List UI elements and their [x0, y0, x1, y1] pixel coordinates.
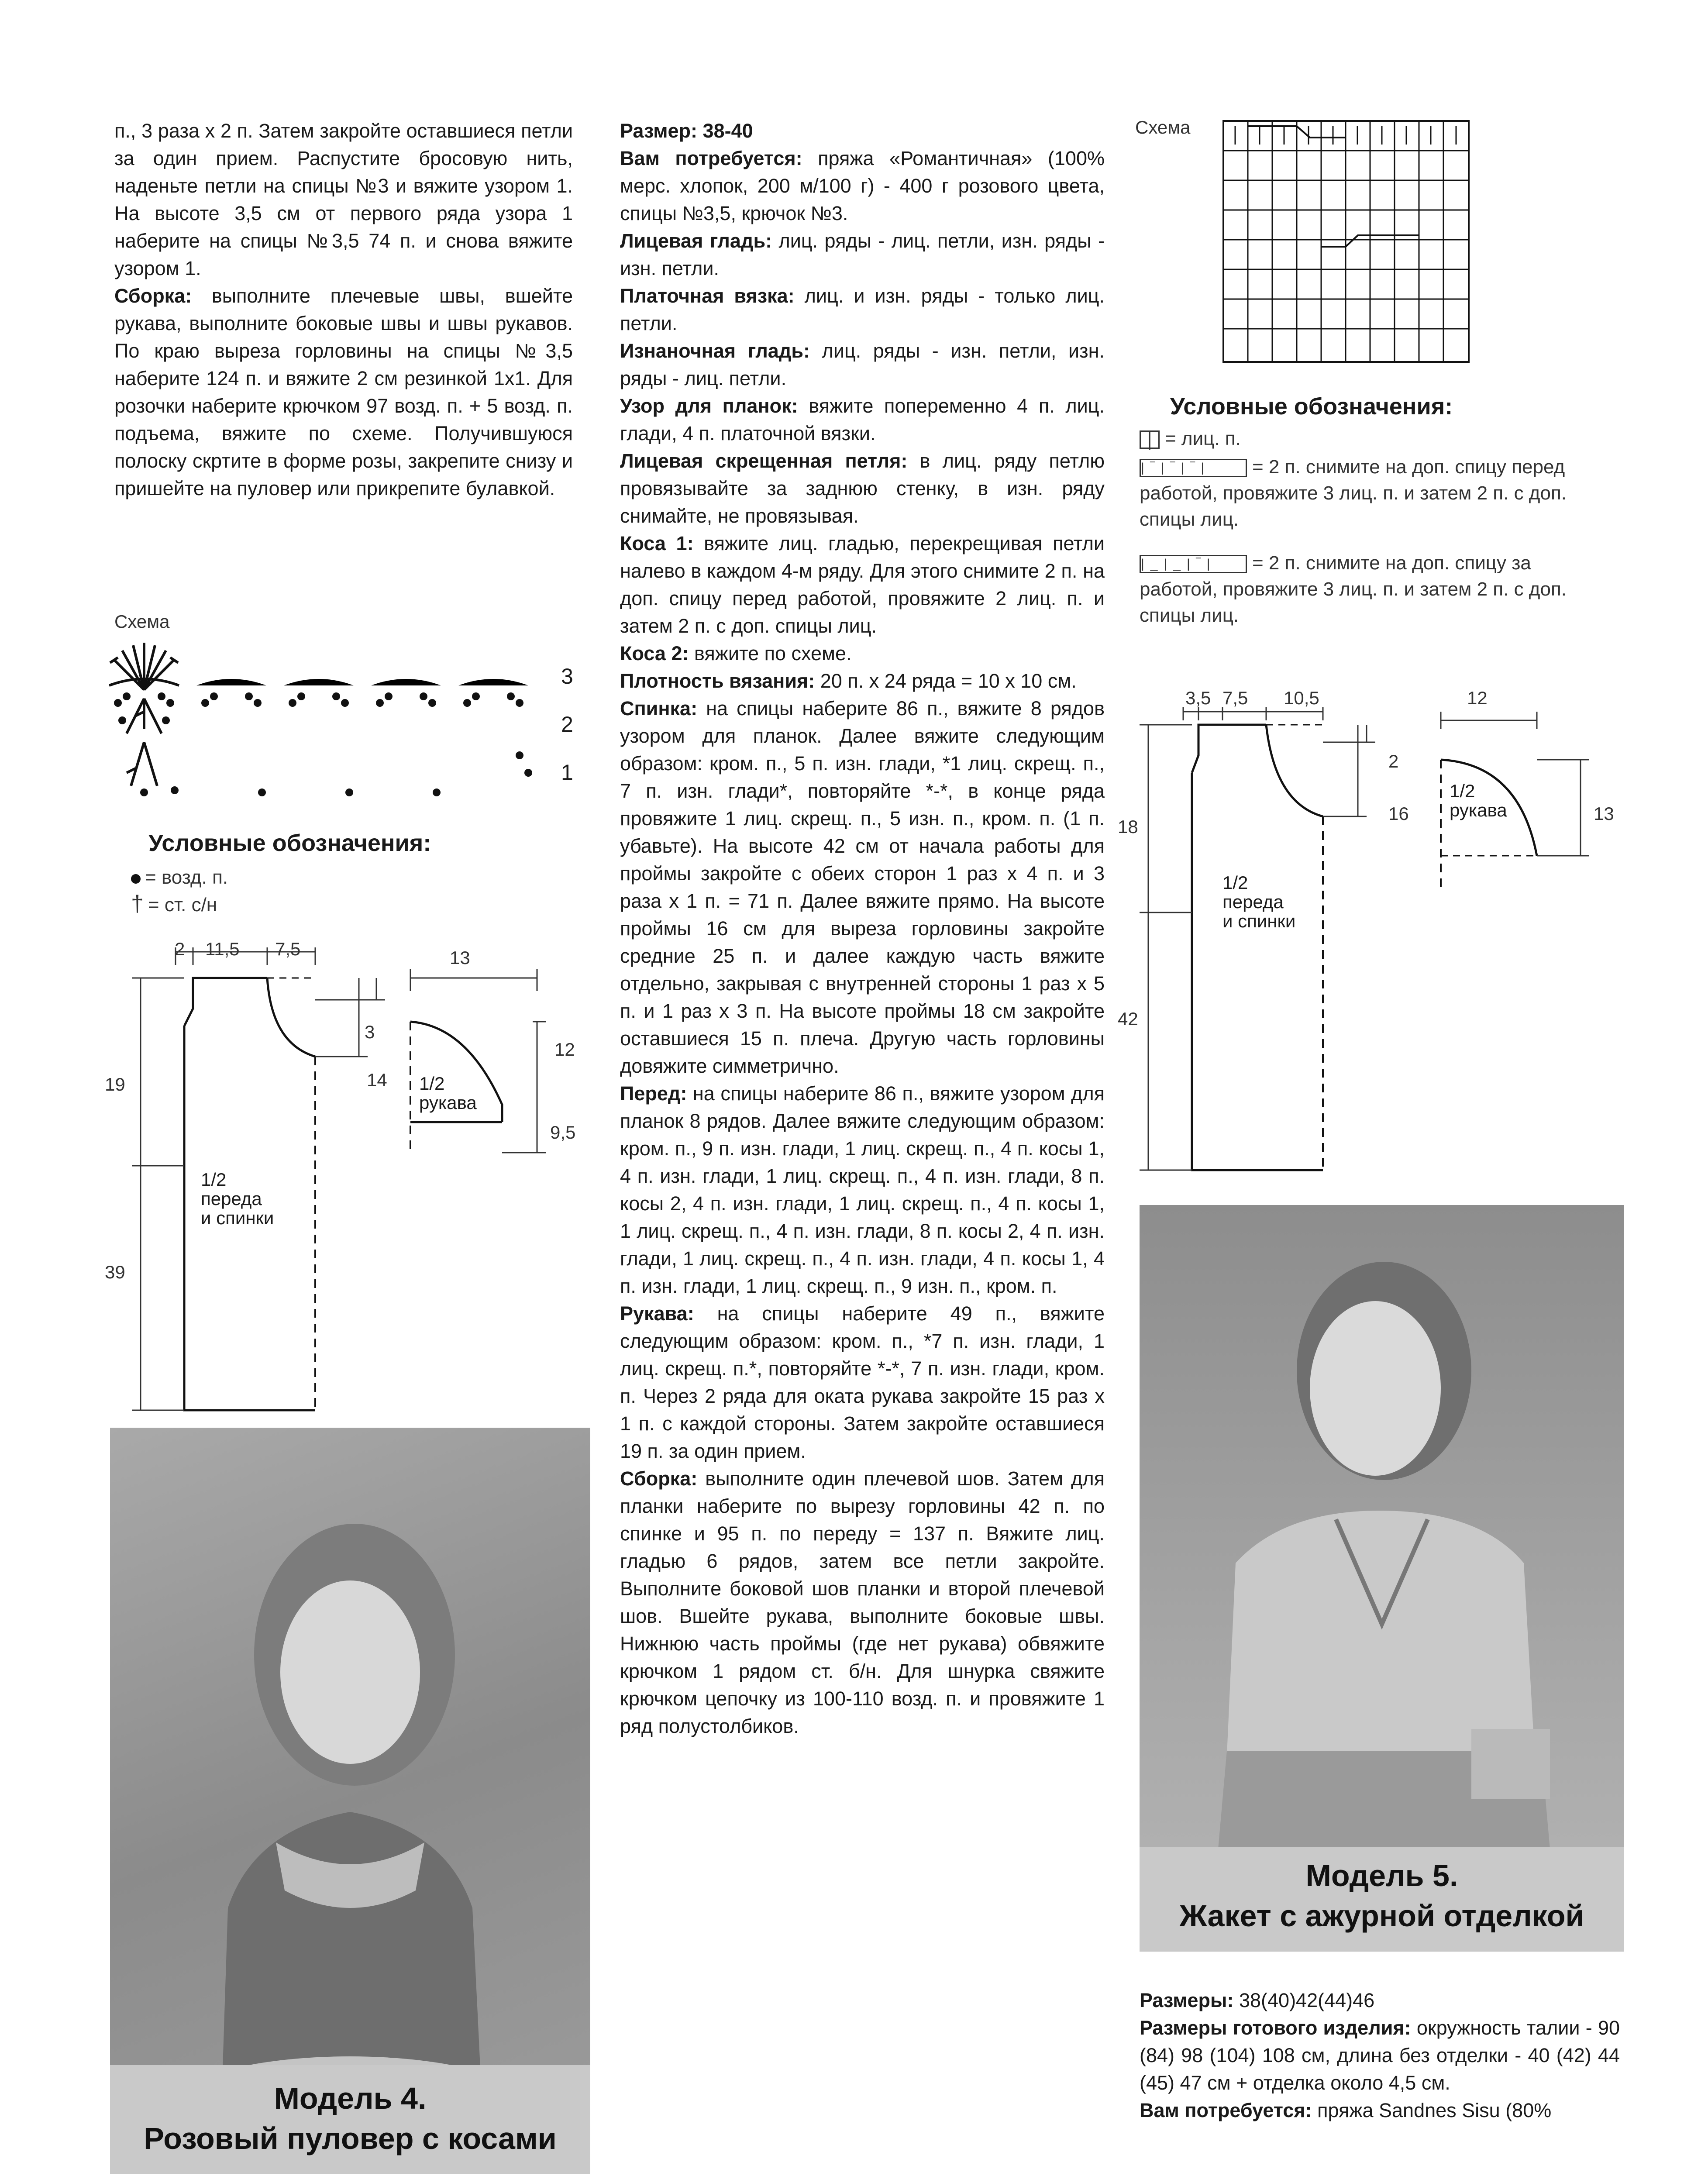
caption-model4 — [110, 2065, 590, 2174]
dim-sleeve-cap-m5: 13 — [1594, 803, 1614, 824]
legend-double-crochet: † = ст. с/н — [131, 891, 217, 916]
dim-sleeve-top: 13 — [450, 947, 470, 968]
photo-placeholder-icon — [1140, 1205, 1624, 1947]
item-stockinette: Лицевая гладь: лиц. ряды - лиц. петли, изн. ряды - изн. петли. — [620, 230, 1105, 279]
dim-lower-height: 39 — [105, 1262, 125, 1282]
dim-sleeve-bottom: 9,5 — [550, 1122, 576, 1143]
size-label: Размер: 38-40 — [620, 120, 753, 142]
item-gauge: Плотность вязания: 20 п. х 24 ряда = 10 х 10 см. — [620, 670, 1077, 692]
item-materials: Вам потребуется: пряжа Sandnes Sisu (80% — [1140, 2099, 1552, 2121]
column-left — [114, 117, 573, 502]
photo-model4 — [110, 1428, 590, 2174]
item-band-pattern: Узор для планок: вяжите попеременно 4 п. лиц. глади, 4 п. платочной вязки. — [620, 395, 1105, 444]
item-cable2: Коса 2: вяжите по схеме. — [620, 642, 852, 665]
item-yarn: Вам потребуется: пряжа «Романтичная» (100% мерс. хлопок, 200 м/100 г) - 400 г розового цвета, спицы №3,5, крючок №3. — [620, 147, 1105, 224]
dim-sleeve-cap: 12 — [554, 1039, 575, 1060]
dim-neck-depth-m5: 2 — [1388, 751, 1399, 771]
legend-title-crochet: Условные обозначения: — [148, 830, 431, 856]
caption-model4-number: Модель 4. — [274, 2081, 427, 2115]
pattern-label-model5: 1/2 переда и спинки — [1222, 872, 1296, 931]
row-number-1: 1 — [561, 760, 573, 785]
crochet-rose-chart — [109, 642, 589, 808]
item-back: Спинка: на спицы наберите 86 п., вяжите 8 рядов узором для планок. Далее вяжите следующим образом: кром. п., 5 п. изн. глади, *1 лиц. скрещ. п., 7 п. изн. глади*, повторяйте *-*, в конце ряда провяжите 1 лиц. скрещ. п., 5 изн. п., кром. п. (1 п. убавьте). На высоте 42 см от начала работы для проймы закройте с обеих сторон 1 раз х 4 п. и 3 раза х 1 п. = 71 п. Далее вяжите прямо. На высоте проймы 16 см для выреза горловины закройте средние 25 п. и далее каждую часть вяжите отдельно, закрывая с внутренней стороны 1 раз х 5 п. и 1 раз х 3 п. На высоте проймы 18 см закройте оставшиеся 15 п. плеча. Другую часть горловины довяжите симметрично. — [620, 697, 1105, 1077]
dim-shoulder-width: 11,5 — [205, 939, 240, 959]
dim-armhole-height-m5: 16 — [1388, 803, 1409, 824]
cable-back-icon: |_|_|‾| — [1140, 555, 1247, 573]
caption-model4-title: Розовый пуловер с косами — [144, 2121, 557, 2155]
photo-placeholder-icon — [110, 1428, 590, 2174]
pattern-label-model4: 1/2 переда и спинки — [201, 1169, 274, 1228]
sleeve-label-model5: 1/2 рукава — [1450, 781, 1507, 820]
item-front: Перед: на спицы наберите 86 п., вяжите узором для планок 8 рядов. Далее вяжите следующим образом: кром. п., 9 п. изн. глади, 1 лиц. скрещ. п., 4 п. косы 1, 4 п. изн. глади, 1 лиц. скрещ. п., 4 п. изн. глади, 8 п. косы 2, 4 п. изн. глади, 1 лиц. скрещ. п., 4 п. косы 1, 1 лиц. скрещ. п., 4 п. изн. глади, 8 п. косы 2, 4 п. изн. глади, 1 лиц. скрещ. п., 4 п. изн. глади, 4 п. косы 1, 4 п. изн. глади, 1 лиц. скрещ. п., 9 изн. п., кром. п. — [620, 1082, 1105, 1297]
dim-armhole-height: 14 — [367, 1070, 387, 1090]
legend-knit-stitch: | = лиц. п. — [1140, 426, 1620, 452]
legend-cable-back: |_|_|‾| = 2 п. снимите на доп. спицу за работой, провяжите 3 лиц. п. и затем 2 п. с доп. спицы лиц. — [1140, 552, 1567, 626]
item-sizes: Размеры: 38(40)42(44)46 — [1140, 1989, 1375, 2011]
row-number-2: 2 — [561, 712, 573, 737]
dim-lower-height-m5: 42 — [1118, 1009, 1138, 1029]
cable-front-icon: |‾|‾|‾| — [1140, 459, 1247, 477]
assembly-text: выполните плечевые швы, вшейте рукава, выполните боковые швы и швы рукавов. По краю выреза горловины на спицы №3,5 наберите 124 п. и вяжите 2 см резинкой 1х1. Для розочки наберите крючком 97 возд. п. + 5 возд. п. подъема, вяжите по схеме. Получившуюся полоску скртите в форме розы, закрепите снизу и пришейте на пуловер или прикрепите булавкой. — [114, 285, 573, 499]
dim-neck-width: 7,5 — [275, 939, 301, 959]
item-cable1: Коса 1: вяжите лиц. гладью, перекрещивая петли налево в каждом 4-м ряду. Для этого снимите 2 п. на доп. спицу перед работой, провяжите 2 лиц. п. и затем 2 п. с доп. спицы лиц. — [620, 532, 1105, 637]
knit-scheme-label: Схема — [1135, 117, 1191, 138]
pattern-body-model5 — [1122, 707, 1393, 1188]
assembly-label: Сборка: — [114, 285, 192, 307]
item-garter: Платочная вязка: лиц. и изн. ряды - только лиц. петли. — [620, 285, 1105, 334]
dim-shoulder-offset: 2 — [175, 939, 185, 959]
legend-cable-front: |‾|‾|‾| = 2 п. снимите на доп. спицу перед работой, провяжите 3 лиц. п. и затем 2 п. с доп. спицы лиц. — [1140, 456, 1567, 530]
item-finished-sizes: Размеры готового изделия: окружность талии - 90 (84) 98 (104) 108 см, длина без отделки - 40 (42) 44 (45) 47 см + отделка около 4,5 см. — [1140, 2017, 1620, 2094]
dim-shoulder-offset-m5: 3,5 — [1185, 688, 1211, 708]
item-sleeves: Рукава: на спицы наберите 49 п., вяжите следующим образом: кром. п., *7 п. изн. глади, 1 лиц. скрещ. п.*, повторяйте *-*, 7 п. изн. глади, кром. п. Через 2 ряда для оката рукава закройте 15 раз х 1 п. с каждой стороны. Затем закройте оставшиеся 19 п. за один прием. — [620, 1302, 1105, 1462]
caption-model5-title: Жакет с ажурной отделкой — [1179, 1899, 1584, 1933]
dim-shoulder-width-m5: 7,5 — [1222, 688, 1248, 708]
sleeve-label-model4: 1/2 рукава — [419, 1073, 477, 1113]
dim-upper-height: 19 — [105, 1074, 125, 1095]
item-reverse-stockinette: Изнаночная гладь: лиц. ряды - изн. петли, изн. ряды - лиц. петли. — [620, 340, 1105, 389]
assembly-paragraph — [114, 282, 573, 502]
caption-model5-number: Модель 5. — [1305, 1859, 1458, 1893]
crochet-scheme-label: Схема — [114, 611, 170, 632]
column-middle — [620, 117, 1105, 1740]
intro-text: п., 3 раза х 2 п. Затем закройте оставшиеся петли за один прием. Распустите бросовую нить, наденьте петли на спицы №3 и вяжите узором 1. На высоте 3,5 см от первого ряда узора 1 наберите на спицы №3,5 74 п. и снова вяжите узором 1. — [114, 120, 573, 279]
dim-sleeve-top-m5: 12 — [1467, 688, 1488, 708]
dim-upper-height-m5: 18 — [1118, 816, 1138, 837]
knit-cable-chart — [1222, 120, 1471, 365]
photo-model5 — [1140, 1205, 1624, 1947]
item-assembly: Сборка: выполните один плечевой шов. Затем для планки наберите по вырезу горловины 42 п. по спинке и 95 п. по переду = 137 п. Вяжите лиц. гладью 6 рядов, затем все петли закройте. Выполните боковой шов планки и второй плечевой шов. Вшейте рукава, выполните боковые швы. Нижнюю часть проймы (где нет рукава) обвяжите крючком 1 рядом ст. б/н. Для шнурка свяжите крючком цепочку из 100-110 возд. п. и провяжите 1 ряд полустолбиков. — [620, 1467, 1105, 1737]
dot-icon — [131, 874, 141, 884]
model5-specs — [1140, 1987, 1620, 2124]
row-number-3: 3 — [561, 664, 573, 689]
caption-model5 — [1140, 1847, 1624, 1952]
legend-chain-stitch: = возд. п. — [131, 864, 228, 891]
dim-neck-width-m5: 10,5 — [1284, 688, 1319, 708]
item-twisted-stitch: Лицевая скрещенная петля: в лиц. ряду петлю провязывайте за заднюю стенку, в изн. ряду снимайте, не провязывая. — [620, 450, 1105, 527]
knit-cell-icon: | — [1140, 430, 1160, 449]
dagger-icon: † — [131, 891, 144, 916]
legend-title-knit: Условные обозначения: — [1170, 393, 1453, 420]
dim-neck-depth: 3 — [365, 1022, 375, 1042]
